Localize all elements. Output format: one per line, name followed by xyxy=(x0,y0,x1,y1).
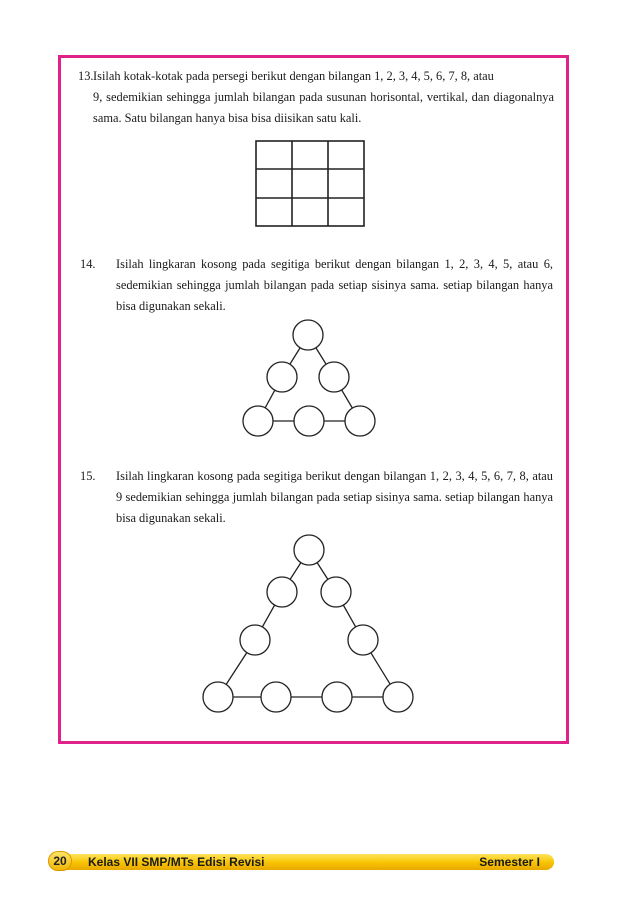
circle-slot xyxy=(293,320,323,350)
circle-slot xyxy=(322,682,352,712)
triangle-9-circles xyxy=(201,534,417,720)
problem-text-line1: Isilah kotak-kotak pada persegi berikut dengan bilangan 1, 2, 3, 4, 5, 6, 7, 8, atau xyxy=(93,69,494,83)
triangle-6-circles xyxy=(238,318,384,440)
problem-14 xyxy=(80,254,553,317)
circle-slot xyxy=(319,362,349,392)
problem-text: Isilah lingkaran kosong pada segitiga berikut dengan bilangan 1, 2, 3, 4, 5, 6, 7, 8, atau 9 sedemikian sehingga jumlah bilangan pada setiap sisinya sama. setiap bilangan hanya bisa digunakan sekali. xyxy=(116,469,553,525)
circle-slot xyxy=(294,406,324,436)
circle-slot xyxy=(345,406,375,436)
semester-label: Semester I xyxy=(479,855,540,869)
circle-slot xyxy=(267,362,297,392)
page-footer xyxy=(48,851,554,871)
circle-slot xyxy=(348,625,378,655)
problem-number: 15. xyxy=(80,469,96,483)
circle-slot xyxy=(383,682,413,712)
page-number: 20 xyxy=(48,851,72,871)
circle-slot xyxy=(267,577,297,607)
circle-slot xyxy=(203,682,233,712)
book-title: Kelas VII SMP/MTs Edisi Revisi xyxy=(88,855,265,869)
problem-13 xyxy=(78,66,554,129)
circle-slot xyxy=(240,625,270,655)
magic-square-grid xyxy=(255,140,365,227)
problem-number: 13. xyxy=(78,69,94,83)
circle-slot xyxy=(243,406,273,436)
problem-15 xyxy=(80,466,553,529)
circle-slot xyxy=(294,535,324,565)
problem-text-rest: 9, sedemikian sehingga jumlah bilangan pada susunan horisontal, vertikal, dan diagonalnya sama. Satu bilangan hanya bisa bisa diisikan satu kali. xyxy=(93,90,554,125)
circle-slot xyxy=(321,577,351,607)
circle-slot xyxy=(261,682,291,712)
problem-number: 14. xyxy=(80,257,96,271)
problem-text: Isilah lingkaran kosong pada segitiga berikut dengan bilangan 1, 2, 3, 4, 5, atau 6, sedemikian sehingga jumlah bilangan pada setiap sisinya sama. setiap bilangan hanya bisa digunakan sekali. xyxy=(116,257,553,313)
